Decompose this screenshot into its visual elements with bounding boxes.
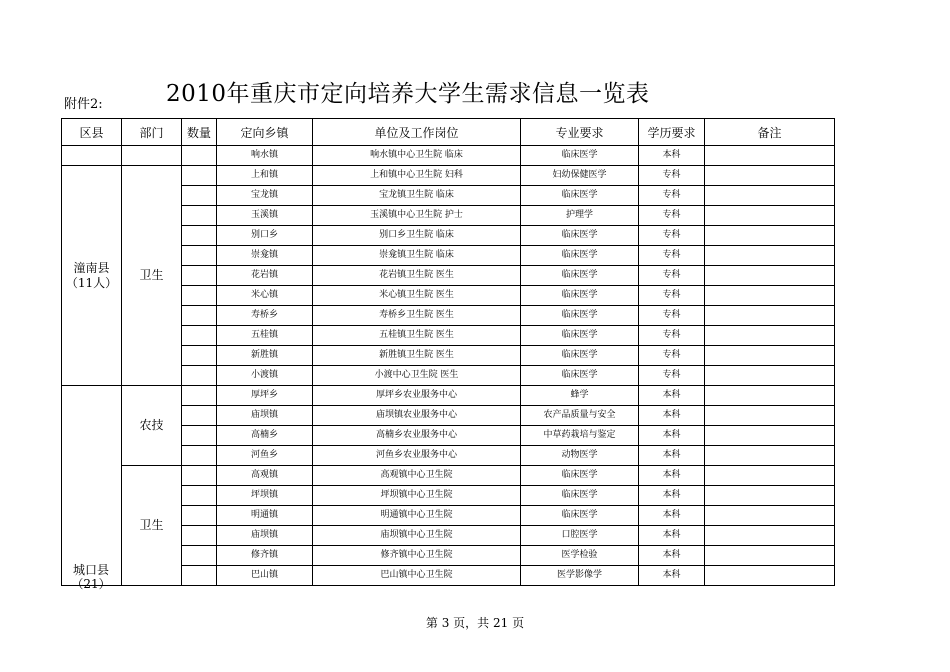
remarks-cell — [705, 146, 835, 166]
town-cell: 寿桥乡 — [217, 306, 313, 326]
unit-cell: 厚坪乡农业服务中心 — [313, 386, 521, 406]
unit-cell: 河鱼乡农业服务中心 — [313, 446, 521, 466]
remarks-cell — [705, 266, 835, 286]
remarks-cell — [705, 286, 835, 306]
remarks-cell — [705, 506, 835, 526]
quantity-cell — [182, 306, 217, 326]
town-cell: 米心镇 — [217, 286, 313, 306]
header-remarks: 备注 — [705, 119, 835, 146]
remarks-cell — [705, 526, 835, 546]
town-cell: 五桂镇 — [217, 326, 313, 346]
unit-cell: 崇龛镇卫生院 临床 — [313, 246, 521, 266]
district-count: （11人） — [65, 275, 118, 290]
quantity-cell — [182, 426, 217, 446]
unit-cell: 高楠乡农业服务中心 — [313, 426, 521, 446]
quantity-cell — [182, 406, 217, 426]
major-cell: 护理学 — [521, 206, 639, 226]
unit-cell: 小渡中心卫生院 医生 — [313, 366, 521, 386]
remarks-cell — [705, 366, 835, 386]
education-cell: 本科 — [639, 546, 705, 566]
remarks-cell — [705, 466, 835, 486]
quantity-cell — [182, 486, 217, 506]
unit-cell: 玉溪镇中心卫生院 护士 — [313, 206, 521, 226]
town-cell: 别口乡 — [217, 226, 313, 246]
unit-cell: 米心镇卫生院 医生 — [313, 286, 521, 306]
page-title: 2010年重庆市定向培养大学生需求信息一览表 — [166, 81, 650, 107]
quantity-cell — [182, 266, 217, 286]
quantity-cell — [182, 186, 217, 206]
education-cell: 专科 — [639, 226, 705, 246]
page-footer: 第 3 页，共 21 页 — [425, 616, 525, 630]
quantity-cell — [182, 546, 217, 566]
education-cell: 本科 — [639, 466, 705, 486]
remarks-cell — [705, 446, 835, 466]
unit-cell: 响水镇中心卫生院 临床 — [313, 146, 521, 166]
town-cell: 玉溪镇 — [217, 206, 313, 226]
town-cell: 宝龙镇 — [217, 186, 313, 206]
education-cell: 本科 — [639, 526, 705, 546]
quantity-cell — [182, 206, 217, 226]
education-cell: 专科 — [639, 326, 705, 346]
quantity-cell — [182, 346, 217, 366]
header-department: 部门 — [122, 119, 182, 146]
department-chengkou-agri: 农技 — [122, 386, 182, 466]
education-cell: 专科 — [639, 286, 705, 306]
quantity-cell — [182, 286, 217, 306]
quantity-cell — [182, 226, 217, 246]
quantity-cell — [182, 386, 217, 406]
town-cell: 庙坝镇 — [217, 526, 313, 546]
town-cell: 明通镇 — [217, 506, 313, 526]
department-chengkou-health: 卫生 — [122, 466, 182, 586]
major-cell: 临床医学 — [521, 266, 639, 286]
quantity-cell — [182, 526, 217, 546]
major-cell: 医学影像学 — [521, 566, 639, 586]
remarks-cell — [705, 206, 835, 226]
remarks-cell — [705, 346, 835, 366]
major-cell: 临床医学 — [521, 366, 639, 386]
major-cell: 临床医学 — [521, 506, 639, 526]
major-cell: 临床医学 — [521, 186, 639, 206]
education-cell: 专科 — [639, 346, 705, 366]
quantity-cell — [182, 566, 217, 586]
remarks-cell — [705, 426, 835, 446]
district-tongnan — [62, 166, 122, 386]
header-education: 学历要求 — [639, 119, 705, 146]
town-cell: 花岩镇 — [217, 266, 313, 286]
district-name: 潼南县 — [73, 260, 110, 275]
table-row — [62, 386, 835, 406]
major-cell: 临床医学 — [521, 246, 639, 266]
major-cell: 临床医学 — [521, 286, 639, 306]
education-cell: 本科 — [639, 406, 705, 426]
education-cell: 本科 — [639, 566, 705, 586]
unit-cell: 花岩镇卫生院 医生 — [313, 266, 521, 286]
department-tongnan-health: 卫生 — [122, 166, 182, 386]
town-cell: 新胜镇 — [217, 346, 313, 366]
header-town: 定向乡镇 — [217, 119, 313, 146]
district-chengkou — [62, 386, 122, 586]
quantity-cell — [182, 326, 217, 346]
unit-cell: 寿桥乡卫生院 医生 — [313, 306, 521, 326]
education-cell: 本科 — [639, 386, 705, 406]
quantity-cell — [182, 166, 217, 186]
quantity-cell — [182, 146, 217, 166]
remarks-cell — [705, 566, 835, 586]
unit-cell: 修齐镇中心卫生院 — [313, 546, 521, 566]
major-cell: 医学检验 — [521, 546, 639, 566]
unit-cell: 上和镇中心卫生院 妇科 — [313, 166, 521, 186]
major-cell: 临床医学 — [521, 486, 639, 506]
town-cell: 巴山镇 — [217, 566, 313, 586]
major-cell: 临床医学 — [521, 326, 639, 346]
header-quantity: 数量 — [182, 119, 217, 146]
unit-cell: 高观镇中心卫生院 — [313, 466, 521, 486]
table-row — [62, 466, 835, 486]
quantity-cell — [182, 466, 217, 486]
education-cell: 本科 — [639, 486, 705, 506]
remarks-cell — [705, 306, 835, 326]
major-cell: 临床医学 — [521, 346, 639, 366]
major-cell: 动物医学 — [521, 446, 639, 466]
major-cell: 妇幼保健医学 — [521, 166, 639, 186]
unit-cell: 巴山镇中心卫生院 — [313, 566, 521, 586]
remarks-cell — [705, 186, 835, 206]
unit-cell: 明通镇中心卫生院 — [313, 506, 521, 526]
education-cell: 本科 — [639, 426, 705, 446]
major-cell: 临床医学 — [521, 306, 639, 326]
quantity-cell — [182, 506, 217, 526]
town-cell: 崇龛镇 — [217, 246, 313, 266]
remarks-cell — [705, 326, 835, 346]
table-row — [62, 166, 835, 186]
town-cell: 河鱼乡 — [217, 446, 313, 466]
major-cell: 临床医学 — [521, 146, 639, 166]
town-cell: 小渡镇 — [217, 366, 313, 386]
town-cell: 坪坝镇 — [217, 486, 313, 506]
education-cell: 本科 — [639, 446, 705, 466]
education-cell: 专科 — [639, 266, 705, 286]
table-row — [62, 146, 835, 166]
remarks-cell — [705, 386, 835, 406]
town-cell: 庙坝镇 — [217, 406, 313, 426]
town-cell: 厚坪乡 — [217, 386, 313, 406]
education-cell: 专科 — [639, 306, 705, 326]
district-count: （21） — [71, 577, 111, 591]
remarks-cell — [705, 486, 835, 506]
major-cell: 农产品质量与安全 — [521, 406, 639, 426]
table-header-row — [62, 119, 835, 146]
district-name: 城口县 — [72, 563, 109, 577]
unit-cell: 宝龙镇卫生院 临床 — [313, 186, 521, 206]
header-unit-post: 单位及工作岗位 — [313, 119, 521, 146]
education-cell: 专科 — [639, 246, 705, 266]
education-cell: 专科 — [639, 166, 705, 186]
unit-cell: 坪坝镇中心卫生院 — [313, 486, 521, 506]
department-cell-empty — [122, 146, 182, 166]
remarks-cell — [705, 546, 835, 566]
major-cell: 中草药栽培与鉴定 — [521, 426, 639, 446]
town-cell: 修齐镇 — [217, 546, 313, 566]
remarks-cell — [705, 246, 835, 266]
education-cell: 专科 — [639, 366, 705, 386]
demand-table — [61, 118, 835, 586]
unit-cell: 五桂镇卫生院 医生 — [313, 326, 521, 346]
quantity-cell — [182, 246, 217, 266]
district-chengkou-label — [61, 563, 121, 591]
quantity-cell — [182, 446, 217, 466]
remarks-cell — [705, 406, 835, 426]
header-major: 专业要求 — [521, 119, 639, 146]
major-cell: 临床医学 — [521, 466, 639, 486]
major-cell: 蜂学 — [521, 386, 639, 406]
unit-cell: 别口乡卫生院 临床 — [313, 226, 521, 246]
education-cell: 本科 — [639, 146, 705, 166]
unit-cell: 庙坝镇农业服务中心 — [313, 406, 521, 426]
town-cell: 高观镇 — [217, 466, 313, 486]
remarks-cell — [705, 226, 835, 246]
quantity-cell — [182, 366, 217, 386]
education-cell: 本科 — [639, 506, 705, 526]
town-cell: 上和镇 — [217, 166, 313, 186]
remarks-cell — [705, 166, 835, 186]
header-district: 区县 — [62, 119, 122, 146]
education-cell: 专科 — [639, 186, 705, 206]
town-cell: 响水镇 — [217, 146, 313, 166]
annex-label: 附件2: — [64, 97, 103, 112]
unit-cell: 新胜镇卫生院 医生 — [313, 346, 521, 366]
town-cell: 高楠乡 — [217, 426, 313, 446]
education-cell: 专科 — [639, 206, 705, 226]
unit-cell: 庙坝镇中心卫生院 — [313, 526, 521, 546]
district-cell-empty — [62, 146, 122, 166]
major-cell: 临床医学 — [521, 226, 639, 246]
major-cell: 口腔医学 — [521, 526, 639, 546]
